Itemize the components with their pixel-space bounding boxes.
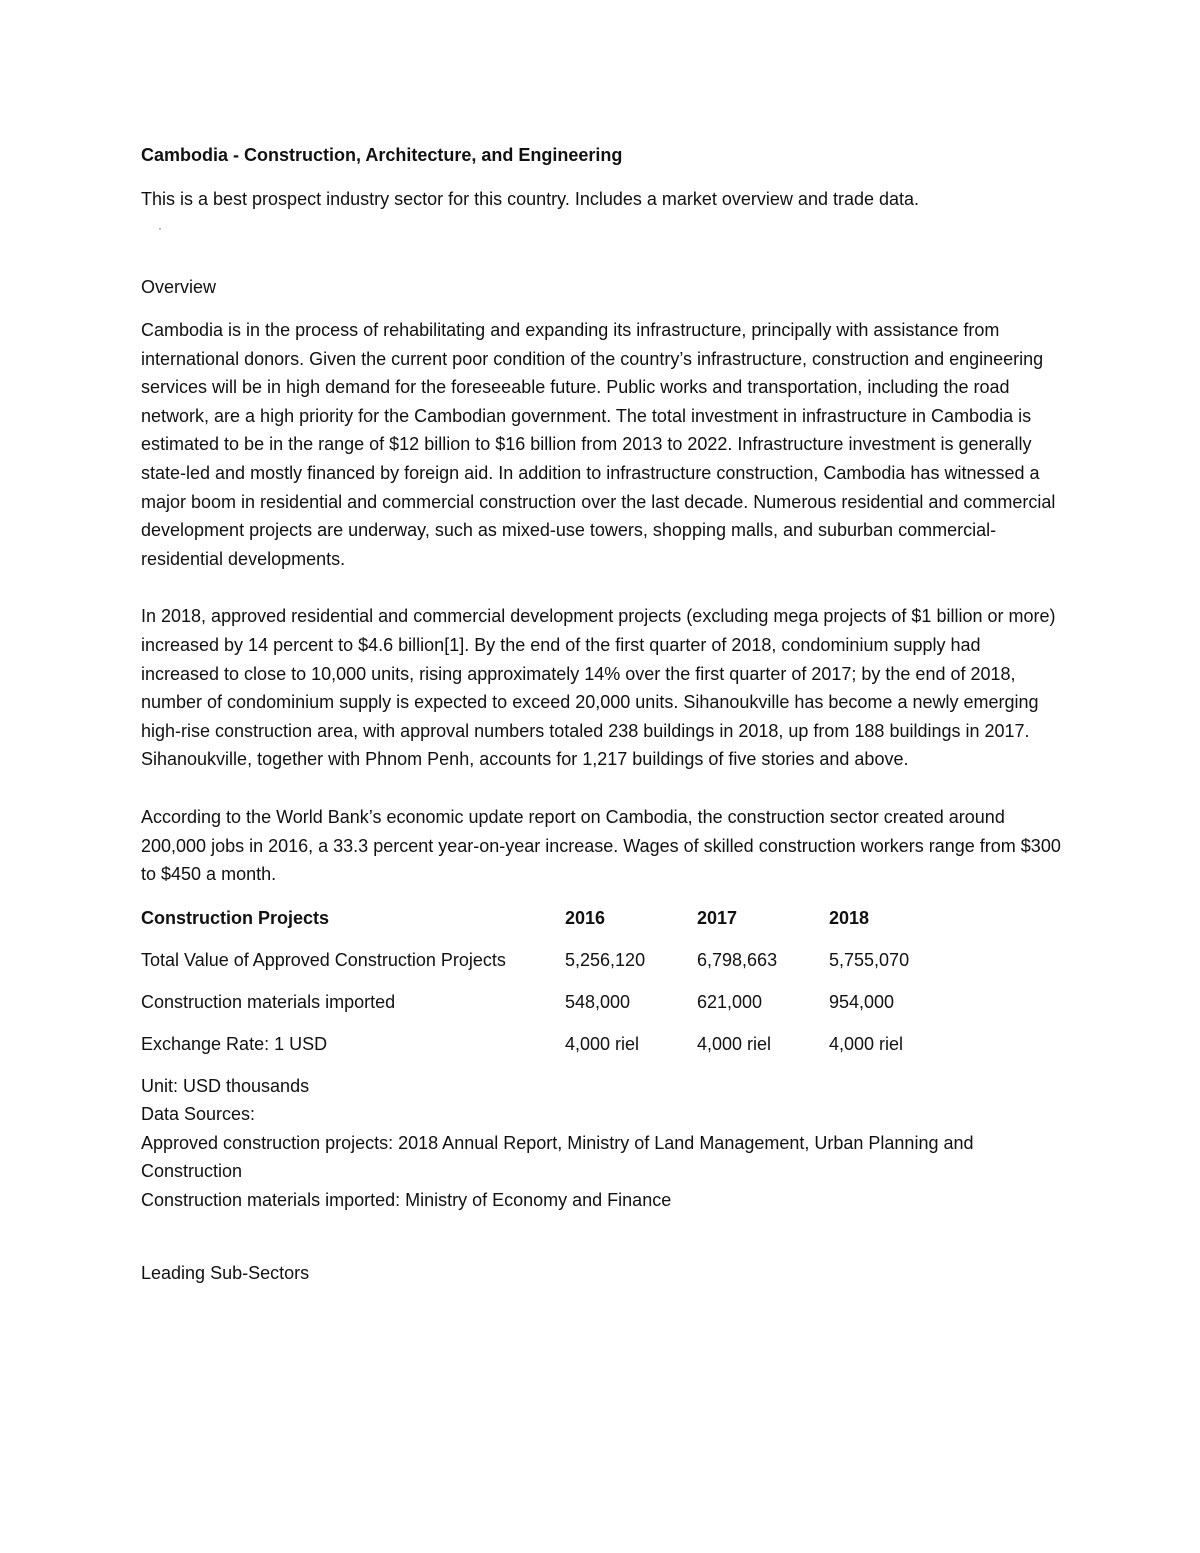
overview-paragraph-2: In 2018, approved residential and commercial development projects (excluding mega projects of $1 billion or more) increased by 14 percent to $4.6 billion[1]. By the end of the first quarter of 2018, condominium supply had increased to close to 10,000 units, rising approximately 14% over the first quarter of 2017; by the end of 2018, number of condominium supply is expected to exceed 20,000 units. Sihanoukville has become a newly emerging high-rise construction area, with approval numbers totaled 238 buildings in 2018, up from 188 buildings in 2017. Sihanoukville, together with Phnom Penh, accounts for 1,217 buildings of five stories and above. <box>141 606 1056 770</box>
bullet-mark: · <box>158 221 162 235</box>
table-cell: 548,000 <box>565 991 631 1012</box>
source-approved-projects: Approved construction projects: 2018 Annual Report, Ministry of Land Management, Urban Planning and Construction <box>141 1132 974 1182</box>
table-row <box>141 946 961 988</box>
table-cell: 5,256,120 <box>565 949 646 970</box>
table-cell: 5,755,070 <box>829 949 910 970</box>
table-header-cell: Construction Projects <box>141 907 330 928</box>
construction-projects-table <box>141 904 961 1072</box>
table-cell: Construction materials imported <box>141 991 396 1012</box>
overview-paragraph-1: Cambodia is in the process of rehabilitating and expanding its infrastructure, principally with assistance from international donors. Given the current poor condition of the country’s infrastructure, construction and engineering services will be in high demand for the foreseeable future. Public works and transportation, including the road network, are a high priority for the Cambodian government. The total investment in infrastructure in Cambodia is estimated to be in the range of $12 billion to $16 billion from 2013 to 2022. Infrastructure investment is generally state-led and mostly financed by foreign aid. In addition to infrastructure construction, Cambodia has witnessed a major boom in residential and commercial construction over the last decade. Numerous residential and commercial development projects are underway, such as mixed-use towers, shopping malls, and suburban commercial-residential developments. <box>141 320 1056 569</box>
unit-note: Unit: USD thousands <box>141 1075 310 1096</box>
table-cell: 4,000 riel <box>565 1033 640 1054</box>
document-subtitle: This is a best prospect industry sector for this country. Includes a market overview and trade data. <box>141 189 920 209</box>
table-header-cell: 2017 <box>697 907 738 928</box>
overview-paragraph-3: According to the World Bank’s economic update report on Cambodia, the construction sector created around 200,000 jobs in 2016, a 33.3 percent year-on-year increase. Wages of skilled construction workers range from $300 to $450 a month. <box>141 806 1061 885</box>
source-materials-imported: Construction materials imported: Ministry of Economy and Finance <box>141 1190 672 1211</box>
table-notes <box>141 1072 1061 1215</box>
table-cell: 4,000 riel <box>697 1033 772 1054</box>
table-cell: Exchange Rate: 1 USD <box>141 1033 328 1054</box>
table-header-cell: 2016 <box>565 907 606 928</box>
data-sources-label: Data Sources: <box>141 1104 256 1125</box>
table-cell: 954,000 <box>829 991 895 1012</box>
document-title: Cambodia - Construction, Architecture, and Engineering <box>141 145 623 165</box>
table-row <box>141 1030 961 1072</box>
leading-sub-sectors-heading: Leading Sub-Sectors <box>141 1262 310 1283</box>
table-row <box>141 988 961 1030</box>
document-page <box>141 141 1061 1287</box>
overview-heading: Overview <box>141 277 217 297</box>
table-cell: 4,000 riel <box>829 1033 904 1054</box>
table-cell: 6,798,663 <box>697 949 778 970</box>
table-header-cell: 2018 <box>829 907 870 928</box>
table-cell: Total Value of Approved Construction Projects <box>141 949 506 970</box>
table-cell: 621,000 <box>697 991 763 1012</box>
table-header-row <box>141 904 961 946</box>
